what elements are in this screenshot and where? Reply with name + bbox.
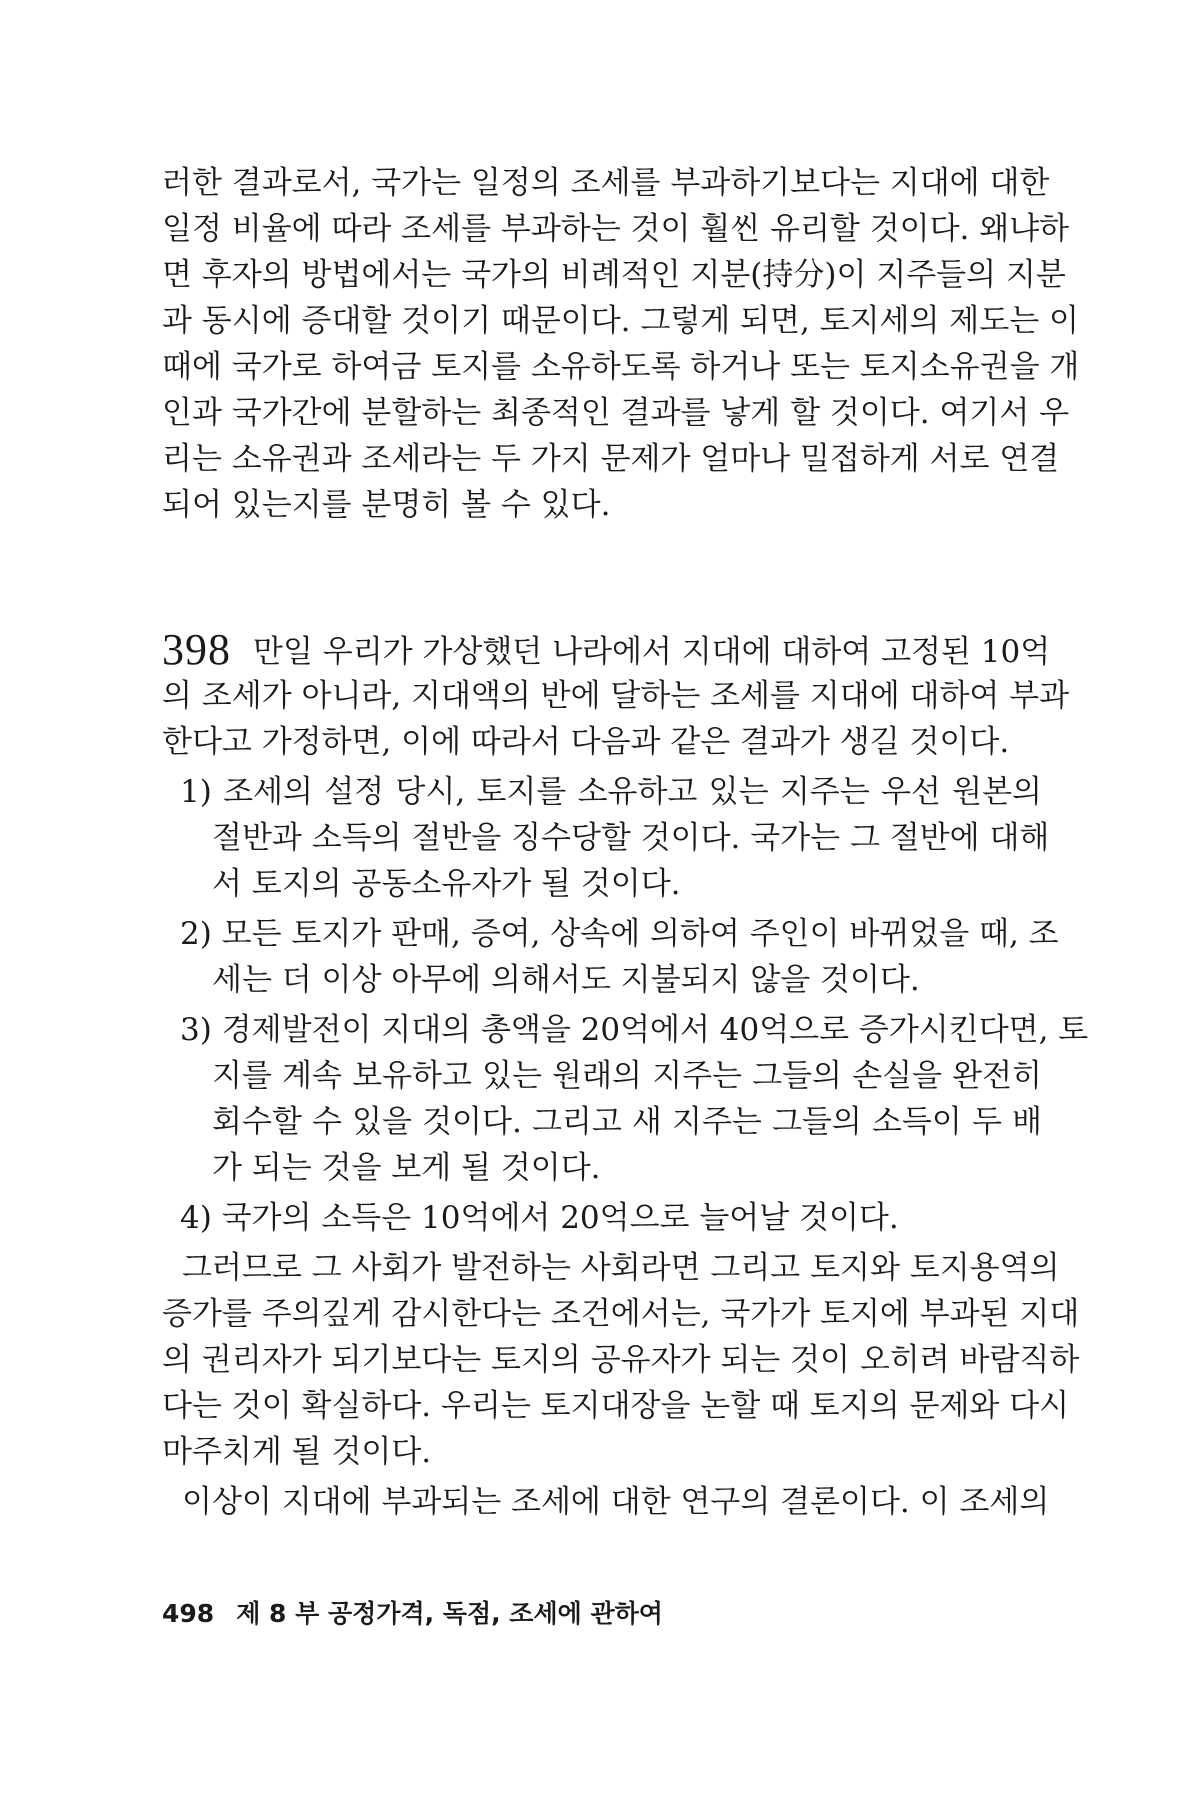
body-text-line: 일정 비율에 따라 조세를 부과하는 것이 훨씬 유리할 것이다. 왜냐하 [162, 211, 1070, 247]
body-text-line: 의 조세가 아니라, 지대액의 반에 달하는 조세를 지대에 대하여 부과 [162, 678, 1070, 714]
list-item-4-line: 4) 국가의 소득은 10억에서 20억으로 늘어날 것이다. [180, 1200, 899, 1236]
body-text-line: 면 후자의 방법에서는 국가의 비례적인 지분(持分)이 지주들의 지분 [162, 257, 1066, 293]
list-item-1-line: 1) 조세의 설정 당시, 토지를 소유하고 있는 지주는 우선 원본의 [180, 774, 1042, 810]
running-head: 제 8 부 공정가격, 독점, 조세에 관하여 [236, 1599, 663, 1628]
list-item-3-line: 지를 계속 보유하고 있는 원래의 지주는 그들의 손실을 완전히 [212, 1058, 1042, 1094]
page-footer [162, 1598, 663, 1630]
list-item-3-line: 가 되는 것을 보게 될 것이다. [212, 1150, 601, 1186]
list-item-2-line: 세는 더 이상 아무에 의해서도 지불되지 않을 것이다. [212, 962, 920, 998]
list-item-1-line: 서 토지의 공동소유자가 될 것이다. [212, 866, 681, 902]
body-text-line: 다는 것이 확실하다. 우리는 토지대장을 논할 때 토지의 문제와 다시 [162, 1388, 1070, 1424]
page-number: 498 [162, 1599, 215, 1628]
body-text-line: 한다고 가정하면, 이에 따라서 다음과 같은 결과가 생길 것이다. [162, 724, 1010, 760]
list-item-3-line: 회수할 수 있을 것이다. 그리고 새 지주는 그들의 소득이 두 배 [212, 1104, 1042, 1140]
list-item-3-line: 3) 경제발전이 지대의 총액을 20억에서 40억으로 증가시킨다면, 토 [180, 1012, 1089, 1048]
body-text-line: 되어 있는지를 분명히 볼 수 있다. [162, 487, 611, 523]
body-text-line: 러한 결과로서, 국가는 일정의 조세를 부과하기보다는 지대에 대한 [162, 165, 1050, 201]
list-item-1-line: 절반과 소득의 절반을 징수당할 것이다. 국가는 그 절반에 대해 [212, 820, 1050, 856]
body-text-line: 증가를 주의깊게 감시한다는 조건에서는, 국가가 토지에 부과된 지대 [162, 1296, 1080, 1332]
body-text-line: 과 동시에 증대할 것이기 때문이다. 그렇게 되면, 토지세의 제도는 이 [162, 303, 1079, 339]
body-text-line: 의 권리자가 되기보다는 토지의 공유자가 되는 것이 오히려 바람직하 [162, 1342, 1080, 1378]
paragraph-398-first-line [162, 625, 1051, 674]
body-text-line: 마주치게 될 것이다. [162, 1434, 432, 1470]
body-text-line: 인과 국가간에 분할하는 최종적인 결과를 낳게 할 것이다. 여기서 우 [162, 395, 1070, 431]
body-text-line: 이상이 지대에 부과되는 조세에 대한 연구의 결론이다. 이 조세의 [182, 1484, 1050, 1520]
body-text-line: 그러므로 그 사회가 발전하는 사회라면 그리고 토지와 토지용역의 [182, 1250, 1060, 1286]
body-text-line: 리는 소유권과 조세라는 두 가지 문제가 얼마나 밀접하게 서로 연결 [162, 441, 1060, 477]
paragraph-number: 398 [162, 625, 231, 674]
body-text-line: 때에 국가로 하여금 토지를 소유하도록 하거나 또는 토지소유권을 개 [162, 349, 1080, 385]
body-text-line: 만일 우리가 가상했던 나라에서 지대에 대하여 고정된 10억 [253, 634, 1051, 670]
list-item-2-line: 2) 모든 토지가 판매, 증여, 상속에 의하여 주인이 바뀌었을 때, 조 [180, 916, 1059, 952]
